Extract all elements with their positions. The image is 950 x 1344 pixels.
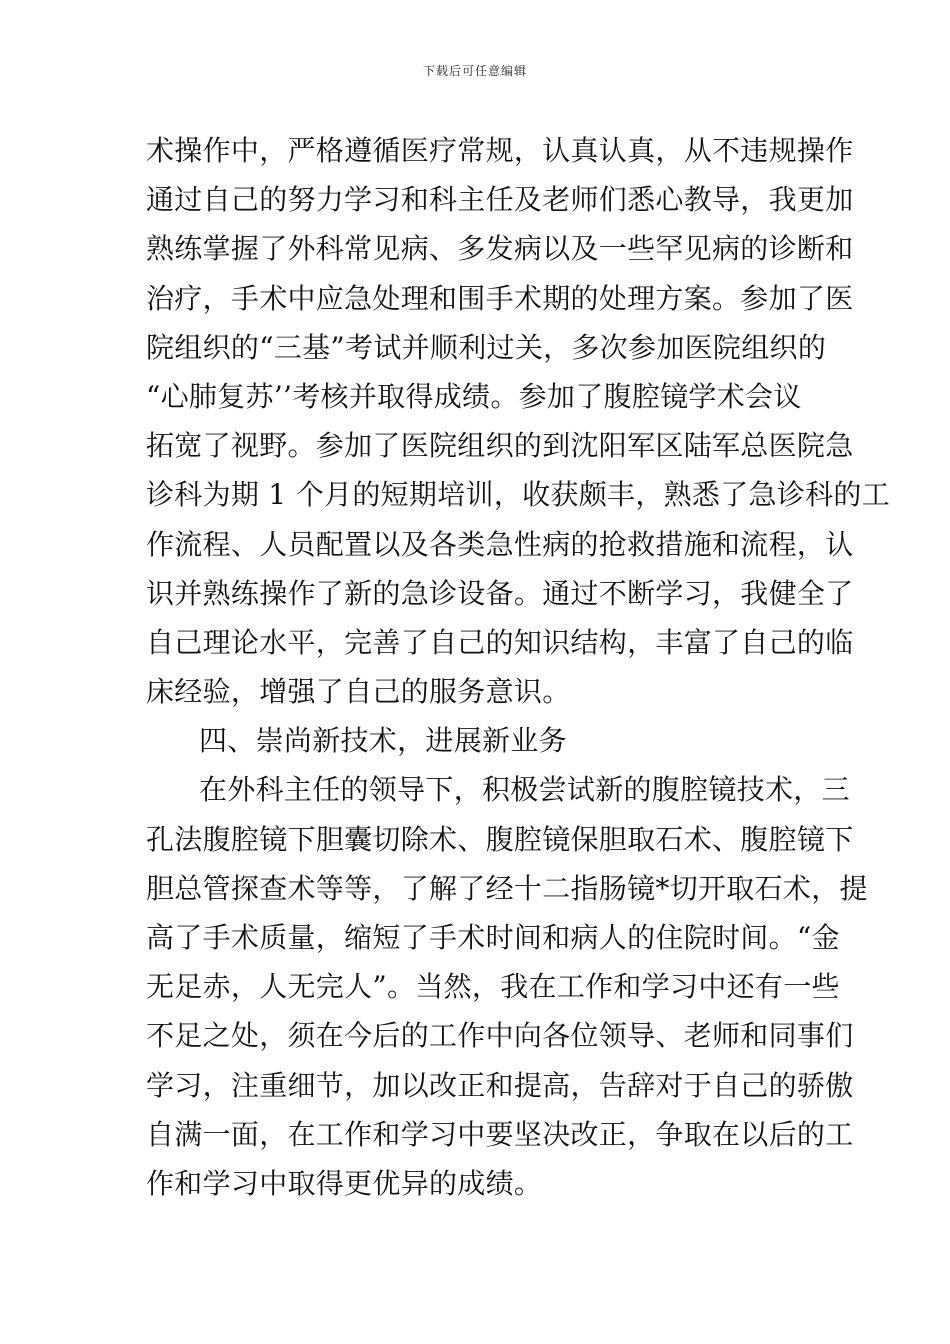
body-line: 高了手术质量，缩短了手术时间和病人的住院时间。“金 [146, 921, 840, 954]
body-line: 胆总管探查术等等，了解了经十二指肠镜*切开取石术，提 [146, 871, 868, 905]
body-line: 无足赤，人无完人”。当然，我在工作和学习中还有一些 [146, 970, 840, 1004]
body-line: 熟练掌握了外科常见病、多发病以及一些罕见病的诊断和 [146, 232, 854, 266]
page-header-note: 下载后可任意编辑 [422, 64, 527, 78]
body-line: 通过自己的努力学习和科主任及老师们悉心教导，我更加 [146, 183, 854, 217]
body-line: 床经验，增强了自己的服务意识。 [146, 675, 571, 709]
body-line: “心肺复苏’’考核并取得成绩。参加了腹腔镜学术会议 [146, 379, 802, 413]
body-line: 拓宽了视野。参加了医院组织的到沈阳军区陆军总医院急 [146, 429, 854, 463]
body-line: 自满一面，在工作和学习中要坚决改正，争取在以后的工 [146, 1117, 854, 1151]
body-line: 在外科主任的领导下，积极尝试新的腹腔镜技术，三 [199, 773, 850, 807]
body-line: 作和学习中取得更优异的成绩。 [146, 1166, 543, 1200]
body-line: 自己理论水平，完善了自己的知识结构，丰富了自己的临 [146, 625, 854, 659]
document-body [146, 126, 891, 1208]
body-line: 学习，注重细节，加以改正和提高，告辞对于自己的骄傲 [146, 1068, 854, 1102]
section-heading: 四、崇尚新技术，进展新业务 [199, 724, 567, 758]
body-line: 不足之处，须在今后的工作中向各位领导、老师和同事们 [146, 1019, 854, 1053]
body-line: 孔法腹腔镜下胆囊切除术、腹腔镜保胆取石术、腹腔镜下 [146, 822, 854, 856]
body-line: 作流程、人员配置以及各类急性病的抢救措施和流程，认 [146, 527, 854, 561]
body-line: 诊科为期 1 个月的短期培训，收获颇丰，熟悉了急诊科的工 [146, 478, 891, 512]
body-line: 院组织的“三基”考试并顺利过关，多次参加医院组织的 [146, 330, 827, 364]
body-line: 术操作中，严格遵循医疗常规，认真认真，从不违规操作 [146, 134, 854, 167]
body-line: 识并熟练操作了新的急诊设备。通过不断学习，我健全了 [146, 576, 854, 610]
body-line: 治疗，手术中应急处理和围手术期的处理方案。参加了医 [146, 281, 854, 315]
